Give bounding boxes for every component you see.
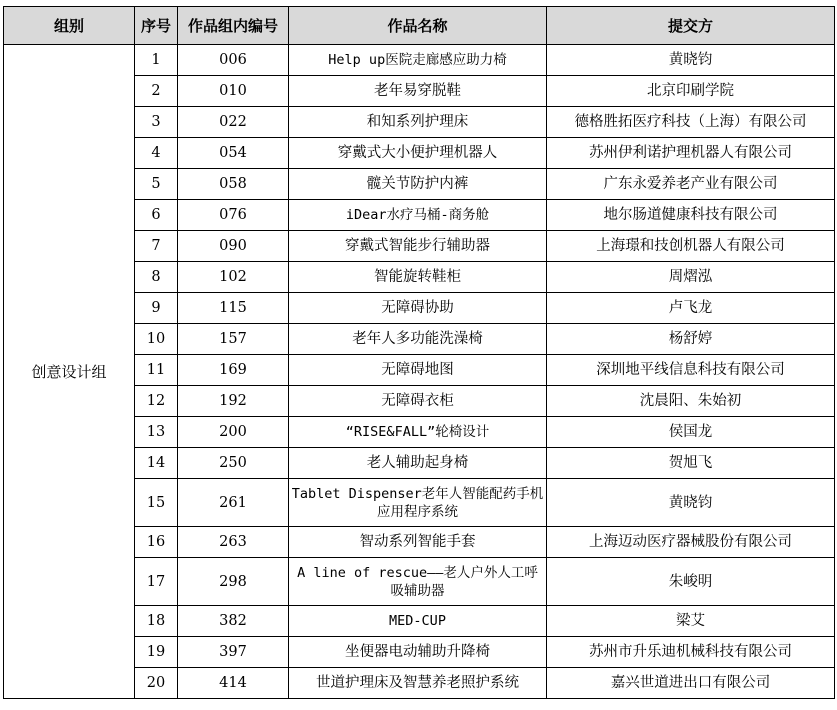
submitter-cell: 贺旭飞 [547, 448, 835, 479]
submitter-cell: 侯国龙 [547, 417, 835, 448]
number-cell: 2 [135, 76, 178, 107]
number-cell: 1 [135, 45, 178, 76]
submitter-cell: 深圳地平线信息科技有限公司 [547, 355, 835, 386]
submitter-cell: 上海迈动医疗器械股份有限公司 [547, 527, 835, 558]
code-cell: 054 [178, 138, 289, 169]
name-cell: 坐便器电动辅助升降椅 [289, 637, 547, 668]
submitter-cell: 德格胜拓医疗科技（上海）有限公司 [547, 107, 835, 138]
name-cell: 智能旋转鞋柜 [289, 262, 547, 293]
number-cell: 3 [135, 107, 178, 138]
code-cell: 010 [178, 76, 289, 107]
number-cell: 17 [135, 558, 178, 606]
name-cell: 老年人多功能洗澡椅 [289, 324, 547, 355]
submitter-cell: 周熠泓 [547, 262, 835, 293]
code-cell: 102 [178, 262, 289, 293]
name-cell: 无障碍协助 [289, 293, 547, 324]
name-cell: 智动系列智能手套 [289, 527, 547, 558]
submitter-cell: 上海璟和技创机器人有限公司 [547, 231, 835, 262]
submitter-cell: 北京印刷学院 [547, 76, 835, 107]
name-cell: A line of rescue——老人户外人工呼吸辅助器 [289, 558, 547, 606]
number-cell: 12 [135, 386, 178, 417]
name-cell: “RISE&FALL”轮椅设计 [289, 417, 547, 448]
code-cell: 250 [178, 448, 289, 479]
submitter-cell: 苏州伊利诺护理机器人有限公司 [547, 138, 835, 169]
number-cell: 5 [135, 169, 178, 200]
submitter-cell: 朱峻明 [547, 558, 835, 606]
code-cell: 298 [178, 558, 289, 606]
code-cell: 414 [178, 668, 289, 699]
number-cell: 16 [135, 527, 178, 558]
header-row [4, 7, 835, 45]
submitter-cell: 广东永爱养老产业有限公司 [547, 169, 835, 200]
table-body [4, 45, 835, 699]
header-number: 序号 [135, 7, 178, 45]
code-cell: 263 [178, 527, 289, 558]
code-cell: 090 [178, 231, 289, 262]
name-cell: 无障碍地图 [289, 355, 547, 386]
submitter-cell: 苏州市升乐迪机械科技有限公司 [547, 637, 835, 668]
header-code: 作品组内编号 [178, 7, 289, 45]
number-cell: 19 [135, 637, 178, 668]
submitter-cell: 杨舒婷 [547, 324, 835, 355]
number-cell: 15 [135, 479, 178, 527]
number-cell: 9 [135, 293, 178, 324]
number-cell: 8 [135, 262, 178, 293]
header-group: 组别 [4, 7, 135, 45]
submitter-cell: 梁艾 [547, 606, 835, 637]
number-cell: 11 [135, 355, 178, 386]
submitter-cell: 卢飞龙 [547, 293, 835, 324]
header-name: 作品名称 [289, 7, 547, 45]
code-cell: 115 [178, 293, 289, 324]
name-cell: Tablet Dispenser老年人智能配药手机应用程序系统 [289, 479, 547, 527]
table-row [4, 45, 835, 76]
name-cell: 世道护理床及智慧养老照护系统 [289, 668, 547, 699]
code-cell: 058 [178, 169, 289, 200]
code-cell: 397 [178, 637, 289, 668]
header-submitter: 提交方 [547, 7, 835, 45]
name-cell: 穿戴式智能步行辅助器 [289, 231, 547, 262]
name-cell: 老年易穿脱鞋 [289, 76, 547, 107]
group-cell: 创意设计组 [4, 45, 135, 699]
submitter-cell: 沈晨阳、朱始初 [547, 386, 835, 417]
number-cell: 13 [135, 417, 178, 448]
submitter-cell: 地尔肠道健康科技有限公司 [547, 200, 835, 231]
submitter-cell: 黄晓钧 [547, 479, 835, 527]
name-cell: 穿戴式大小便护理机器人 [289, 138, 547, 169]
name-cell: MED-CUP [289, 606, 547, 637]
number-cell: 7 [135, 231, 178, 262]
number-cell: 14 [135, 448, 178, 479]
name-cell: 无障碍衣柜 [289, 386, 547, 417]
number-cell: 4 [135, 138, 178, 169]
name-cell: 髋关节防护内裤 [289, 169, 547, 200]
number-cell: 18 [135, 606, 178, 637]
code-cell: 192 [178, 386, 289, 417]
code-cell: 076 [178, 200, 289, 231]
number-cell: 20 [135, 668, 178, 699]
code-cell: 261 [178, 479, 289, 527]
number-cell: 10 [135, 324, 178, 355]
code-cell: 006 [178, 45, 289, 76]
code-cell: 157 [178, 324, 289, 355]
code-cell: 382 [178, 606, 289, 637]
name-cell: iDear水疗马桶-商务舱 [289, 200, 547, 231]
submitter-cell: 嘉兴世道进出口有限公司 [547, 668, 835, 699]
code-cell: 022 [178, 107, 289, 138]
entries-table [3, 6, 835, 699]
name-cell: 和知系列护理床 [289, 107, 547, 138]
code-cell: 169 [178, 355, 289, 386]
submitter-cell: 黄晓钧 [547, 45, 835, 76]
code-cell: 200 [178, 417, 289, 448]
name-cell: Help up医院走廊感应助力椅 [289, 45, 547, 76]
name-cell: 老人辅助起身椅 [289, 448, 547, 479]
number-cell: 6 [135, 200, 178, 231]
